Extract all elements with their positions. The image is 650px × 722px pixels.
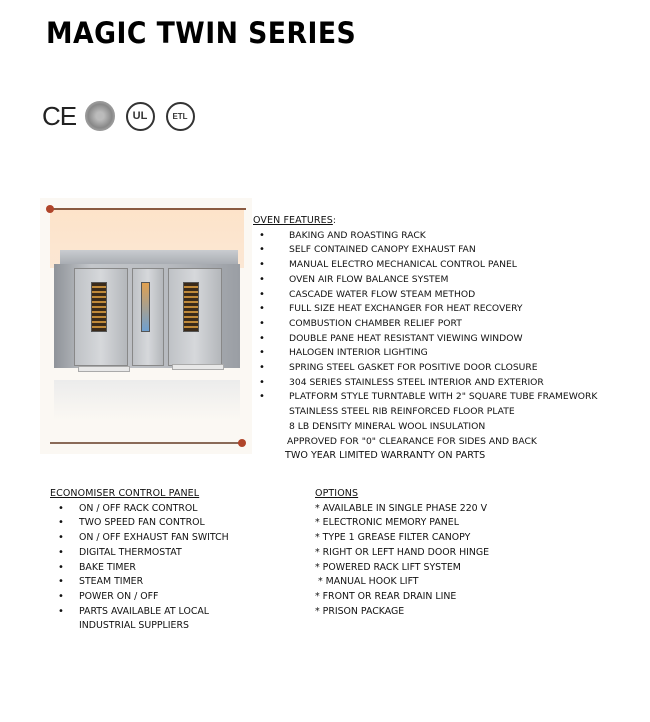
panel-item: • TWO SPEED FAN CONTROL — [50, 516, 229, 531]
panel-item: • POWER ON / OFF — [50, 590, 229, 605]
option-item: * POWERED RACK LIFT SYSTEM — [315, 561, 461, 573]
panel-item: • BAKE TIMER — [50, 561, 229, 576]
frame-dot-icon — [46, 205, 54, 213]
oven-illustration — [54, 250, 240, 378]
ce-mark-icon: CE — [41, 100, 77, 131]
feature-item: • PLATFORM STYLE TURNTABLE WITH 2" SQUARE TUBE FRAMEWORK — [253, 390, 597, 405]
seal-icon — [84, 100, 116, 132]
frame-dot-icon — [238, 439, 246, 447]
feature-item: • HALOGEN INTERIOR LIGHTING — [253, 346, 597, 361]
panel-item: • ON / OFF EXHAUST FAN SWITCH — [50, 531, 229, 546]
certification-logos — [42, 100, 196, 132]
feature-item: • FULL SIZE HEAT EXCHANGER FOR HEAT RECOVERY — [253, 302, 597, 317]
option-item: * AVAILABLE IN SINGLE PHASE 220 V — [315, 502, 488, 514]
option-item: * TYPE 1 GREASE FILTER CANOPY — [315, 532, 471, 544]
option-item: * ELECTRONIC MEMORY PANEL — [315, 517, 459, 529]
options-section — [315, 487, 489, 619]
panel-item: • DIGITAL THERMOSTAT — [50, 546, 229, 561]
etl-mark-icon: ETL — [164, 100, 196, 132]
feature-item: 8 LB DENSITY MINERAL WOOL INSULATION — [289, 420, 486, 432]
ul-mark-icon: UL — [124, 100, 156, 132]
page-title: MAGIC TWIN SERIES — [46, 16, 357, 50]
feature-item: • COMBUSTION CHAMBER RELIEF PORT — [253, 317, 597, 332]
options-heading: OPTIONS — [315, 488, 359, 499]
feature-item: STAINLESS STEEL RIB REINFORCED FLOOR PLATE — [289, 406, 515, 418]
warranty-item: TWO YEAR LIMITED WARRANTY ON PARTS — [285, 450, 486, 462]
frame-line-bottom — [50, 442, 244, 444]
feature-item: • CASCADE WATER FLOW STEAM METHOD — [253, 288, 597, 303]
feature-item: • SPRING STEEL GASKET FOR POSITIVE DOOR CLOSURE — [253, 361, 597, 376]
economiser-heading: ECONOMISER CONTROL PANEL — [50, 488, 200, 499]
feature-item: • OVEN AIR FLOW BALANCE SYSTEM — [253, 273, 597, 288]
feature-item: • 304 SERIES STAINLESS STEEL INTERIOR AND EXTERIOR — [253, 376, 597, 391]
panel-item: • STEAM TIMER — [50, 575, 229, 590]
oven-photo — [40, 198, 252, 454]
economiser-panel-section — [50, 487, 229, 634]
oven-features-section: OVEN FEATURES: • BAKING AND ROASTING RACK • SELF CONTAINED CANOPY EXHAUST FAN • MANUAL ELECTRO MECHANICAL CONTROL PANEL • OVEN AIR FLOW BALANCE SYSTEM • CASCADE WATER FLOW STEAM METHOD • FULL SIZE HEAT EXCHANGER FOR HEAT RECOVERY • COMBUSTION CHAMBER RELIEF PORT • DOUBLE PANE HEAT RESISTANT VIEWING WINDOW • HALOGEN INTERIOR LIGHTING • SPRING STEEL GASKET FOR POSITIVE DOOR CLOSURE • 304 SERIES STAINLESS STEEL INTERIOR AND EXTERIOR • PLATFORM STYLE TURNTABLE WITH 2" SQUARE TUBE FRAMEWORK STAINLESS STEEL RIB REINFORCED FLOOR PLATE 8 LB DENSITY MINERAL WOOL INSULATION APPROVED FOR "0" CLEARANCE FOR SIDES AND BACK TWO YEAR LIMITED WARRANTY ON PARTS — [253, 214, 597, 464]
option-item: * RIGHT OR LEFT HAND DOOR HINGE — [315, 546, 490, 558]
panel-item: • PARTS AVAILABLE AT LOCAL INDUSTRIAL SUPPLIERS — [50, 605, 229, 634]
option-item: * PRISON PACKAGE — [315, 605, 405, 617]
feature-item: • SELF CONTAINED CANOPY EXHAUST FAN — [253, 243, 597, 258]
feature-item: • DOUBLE PANE HEAT RESISTANT VIEWING WINDOW — [253, 332, 597, 347]
frame-line-top — [50, 208, 246, 210]
oven-features-heading: OVEN FEATURES — [253, 215, 333, 226]
option-item: * FRONT OR REAR DRAIN LINE — [315, 590, 457, 602]
feature-item: • BAKING AND ROASTING RACK — [253, 229, 597, 244]
option-item: * MANUAL HOOK LIFT — [315, 576, 419, 588]
feature-item: • MANUAL ELECTRO MECHANICAL CONTROL PANEL — [253, 258, 597, 273]
panel-item: • ON / OFF RACK CONTROL — [50, 502, 229, 517]
feature-item: APPROVED FOR "0" CLEARANCE FOR SIDES AND BACK — [287, 435, 537, 447]
